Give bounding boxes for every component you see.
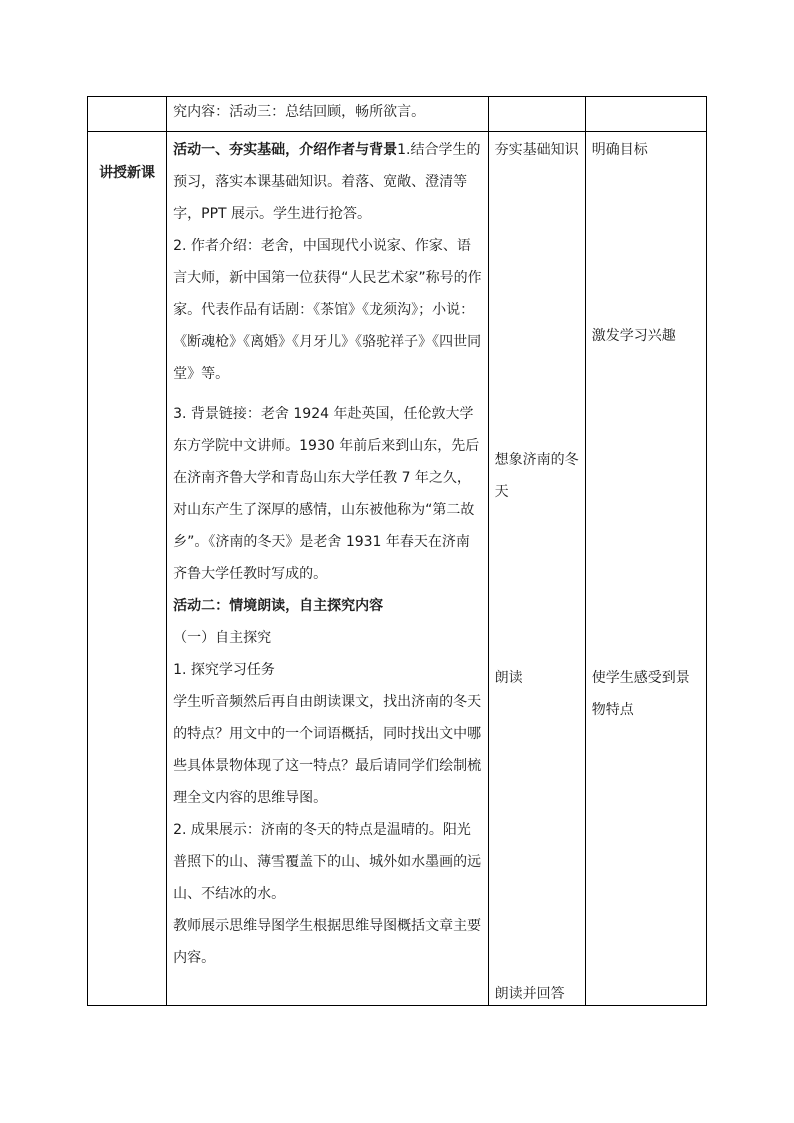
task-body: 学生听音频然后再自由朗读课文，找出济南的冬天的特点？用文中的一个词语概括，同时找出文中哪些具体景物体现了这一特点？最后请同学们绘制梳理全文内容的思维导图。 bbox=[173, 694, 482, 806]
student-activity-cell bbox=[488, 132, 585, 1006]
section-label: 讲授新课 bbox=[99, 165, 156, 181]
purpose-2: 激发学习兴趣 bbox=[591, 328, 676, 344]
table-row bbox=[88, 132, 707, 1006]
student-activity-2: 想象济南的冬天 bbox=[494, 452, 579, 500]
empty-cell bbox=[585, 97, 706, 132]
section-label-cell bbox=[88, 132, 167, 1006]
student-activity-3: 朗读 bbox=[494, 670, 523, 686]
lesson-plan-table bbox=[87, 96, 707, 1006]
teacher-text: 教师展示思维导图学生根据思维导图概括文章主要内容。 bbox=[173, 918, 482, 966]
activity1-heading: 活动一、夯实基础，介绍作者与背景 bbox=[173, 142, 398, 158]
activity2-heading: 活动二：情境朗读，自主探究内容 bbox=[173, 598, 384, 614]
empty-cell bbox=[88, 97, 167, 132]
content-cell bbox=[167, 97, 489, 132]
student-activity-4: 朗读并回答 bbox=[494, 986, 565, 1002]
purpose-1: 明确目标 bbox=[591, 142, 648, 158]
teaching-content-cell bbox=[167, 132, 489, 1006]
activity1-block bbox=[167, 132, 488, 230]
activity2-subheading: （一）自主探究 bbox=[173, 630, 272, 646]
table-row bbox=[88, 97, 707, 132]
activity1-paragraph-3: 3. 背景链接：老舍 1924 年赴英国，任伦敦大学东方学院中文讲师。1930 年前后来到山东，先后在济南齐鲁大学和青岛山东大学任教 7 年之久，对山东产生了深厚的感情，山东被他称为“第二故乡”。《济南的冬天》是老舍 1931 年春天在济南齐鲁大学任教时写成的。 bbox=[173, 406, 480, 582]
result-text: 2. 成果展示：济南的冬天的特点是温晴的。阳光普照下的山、薄雪覆盖下的山、城外如水墨画的远山、不结冰的水。 bbox=[173, 822, 482, 902]
activity1-paragraph-2: 2. 作者介绍：老舍，中国现代小说家、作家、语言大师，新中国第一位获得“人民艺术家”称号的作家。代表作品有话剧：《茶馆》《龙须沟》；小说：《断魂枪》《离婚》《月牙儿》《骆驼祥子》《四世同堂》等。 bbox=[173, 238, 482, 382]
activity-overview-text: 究内容：活动三：总结回顾，畅所欲言。 bbox=[173, 104, 426, 120]
purpose-3: 使学生感受到景物特点 bbox=[591, 670, 690, 718]
empty-cell bbox=[488, 97, 585, 132]
task-title: 1. 探究学习任务 bbox=[173, 662, 275, 678]
purpose-cell bbox=[585, 132, 706, 1006]
student-activity-1: 夯实基础知识 bbox=[494, 142, 579, 158]
activity1-paragraph-1: 1.结合学生的预习，落实本课基础知识。着落、宽敞、澄清等字，PPT 展示。学生进行抢答。 bbox=[173, 142, 481, 222]
